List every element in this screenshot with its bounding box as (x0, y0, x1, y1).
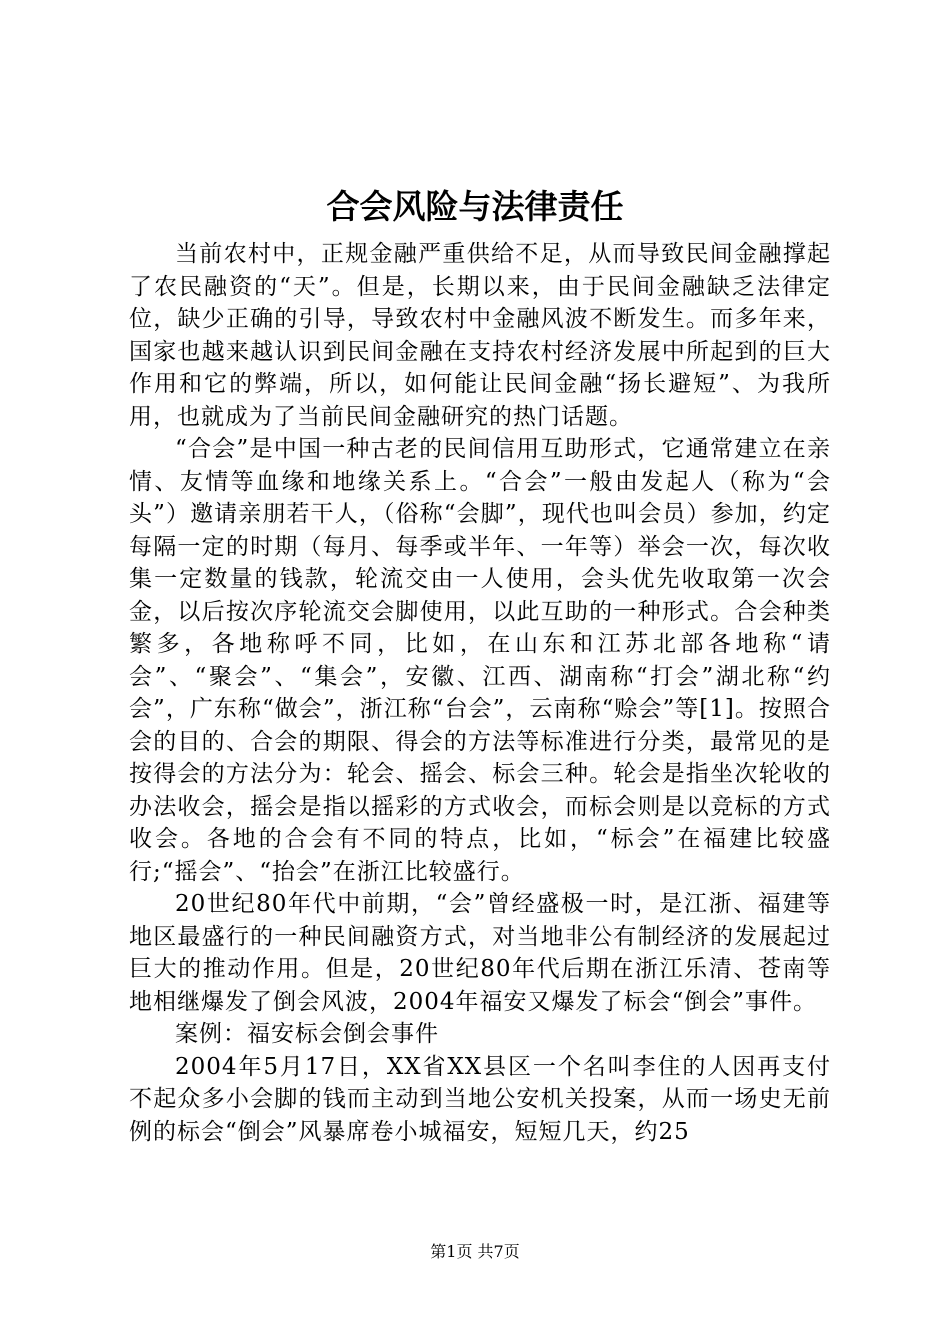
document-title: 合会风险与法律责任 (326, 187, 624, 226)
page-number-footer: 第1页 共7页 (430, 1242, 520, 1261)
document-body (129, 238, 831, 1148)
paragraph-hehui-definition: “合会”是中国一种古老的民间信用互助形式，它通常建立在亲情、友情等血缘和地缘关系上。“合会”一般由发起人（称为“会头”）邀请亲朋若干人，（俗称“会脚”，现代也叫会员）参加，约定每隔一定的时期（每月、每季或半年、一年等）举会一次，每次收集一定数量的钱款，轮流交由一人使用，会头优先收取第一次会金，以后按次序轮流交会脚使用，以此互助的一种形式。合会种类繁多，各地称呼不同，比如，在山东和江苏北部各地称“请会”、“聚会”、“集会”，安徽、江西、湖南称“打会”湖北称“约会”，广东称“做会”，浙江称“台会”，云南称“赊会”等[1]。按照合会的目的、合会的期限、得会的方法等标准进行分类，最常见的是按得会的方法分为：轮会、摇会、标会三种。轮会是指坐次轮收的办法收会，摇会是指以摇彩的方式收会，而标会则是以竞标的方式收会。各地的合会有不同的特点，比如，“标会”在福建比较盛行;“摇会”、“抬会”在浙江比较盛行。 (129, 436, 831, 885)
paragraph-history: 20世纪80年代中前期，“会”曾经盛极一时，是江浙、福建等地区最盛行的一种民间融资方式，对当地非公有制经济的发展起过巨大的推动作用。但是，20世纪80年代后期在浙江乐清、苍南等地相继爆发了倒会风波，2004年福安又爆发了标会“倒会”事件。 (129, 891, 831, 1015)
paragraph-case-body: 2004年5月17日，XX省XX县区一个名叫李住的人因再支付不起众多小会脚的钱而主动到当地公安机关投案，从而一场史无前例的标会“倒会”风暴席卷小城福安，短短几天，约25 (129, 1053, 831, 1145)
paragraph-intro: 当前农村中，正规金融严重供给不足，从而导致民间金融撑起了农民融资的“天”。但是，长期以来，由于民间金融缺乏法律定位，缺少正确的引导，导致农村中金融风波不断发生。而多年来，国家也越来越认识到民间金融在支持农村经济发展中所起到的巨大作用和它的弊端，所以，如何能让民间金融“扬长避短”、为我所用，也就成为了当前民间金融研究的热门话题。 (129, 241, 831, 430)
paragraph-case-heading: 案例：福安标会倒会事件 (175, 1021, 439, 1047)
